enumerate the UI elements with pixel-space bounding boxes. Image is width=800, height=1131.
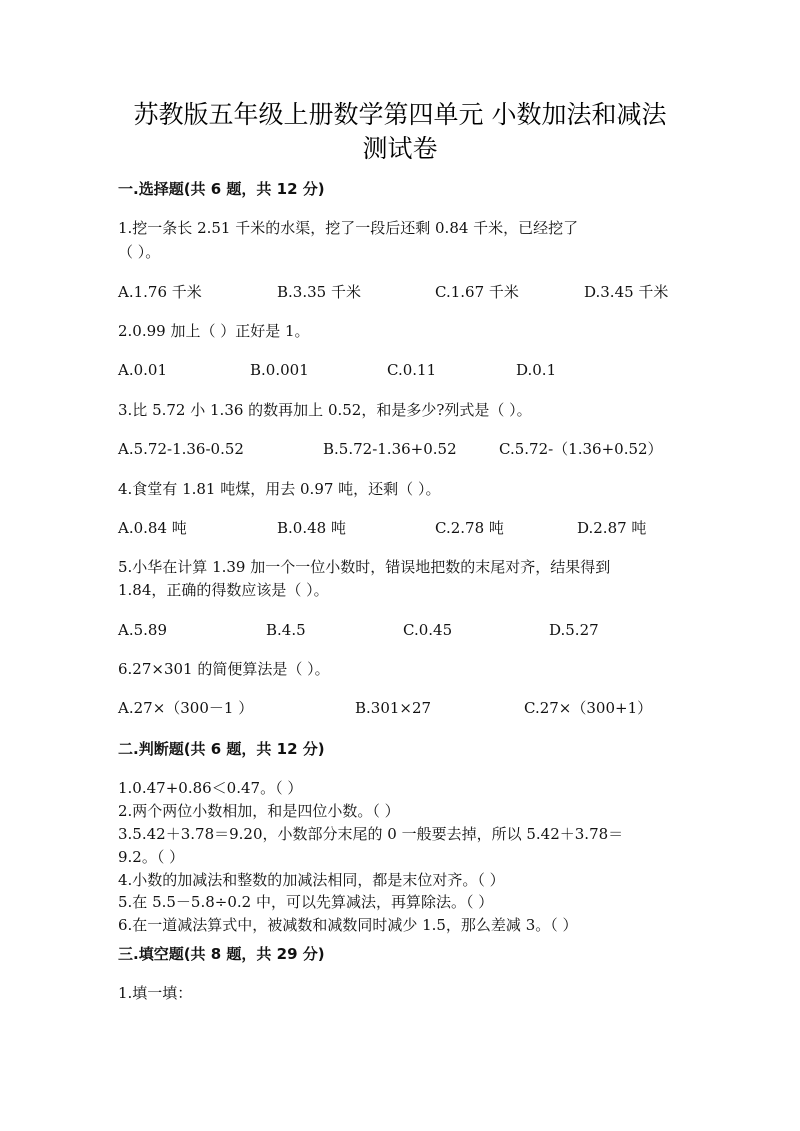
question-5-text-line-2: 1.84，正确的得数应该是（ ）。 <box>118 581 329 599</box>
question-5-option-b: B.4.5 <box>266 621 306 639</box>
question-6-option-b: B.301×27 <box>355 699 432 717</box>
question-1-text-line-1: 1.挖一条长 2.51 千米的水渠，挖了一段后还剩 0.84 千米，已经挖了 <box>118 219 579 237</box>
section-heading-choice: 一.选择题(共 6 题，共 12 分) <box>118 180 325 198</box>
judgment-item-3-line-2: 9.2。（ ） <box>118 848 185 866</box>
question-6-option-a: A.27×（300－1 ） <box>118 699 254 717</box>
question-2-option-d: D.0.1 <box>516 361 557 379</box>
question-3-text: 3.比 5.72 小 1.36 的数再加上 0.52，和是多少?列式是（ ）。 <box>118 401 532 419</box>
section-heading-judgment: 二.判断题(共 6 题，共 12 分) <box>118 740 325 758</box>
question-6-option-c: C.27×（300+1） <box>524 699 653 717</box>
judgment-item-5: 5.在 5.5－5.8÷0.2 中，可以先算减法，再算除法。（ ） <box>118 893 494 911</box>
question-4-option-b: B.0.48 吨 <box>277 519 346 537</box>
question-2-option-a: A.0.01 <box>118 361 167 379</box>
judgment-item-6: 6.在一道减法算式中，被减数和减数同时减少 1.5，那么差减 3。（ ） <box>118 916 578 934</box>
question-1-text-line-2: （ ）。 <box>118 243 161 261</box>
question-3-option-b: B.5.72-1.36+0.52 <box>323 440 457 458</box>
question-5-option-c: C.0.45 <box>403 621 453 639</box>
question-1-option-b: B.3.35 千米 <box>277 283 361 301</box>
question-2-text: 2.0.99 加上（ ）正好是 1。 <box>118 322 310 340</box>
question-2-option-c: C.0.11 <box>387 361 437 379</box>
question-4-text: 4.食堂有 1.81 吨煤，用去 0.97 吨，还剩（ ）。 <box>118 480 441 498</box>
exam-title-line-2: 测试卷 <box>362 134 438 163</box>
judgment-item-4: 4.小数的加减法和整数的加减法相同，都是末位对齐。（ ） <box>118 871 505 889</box>
judgment-item-1: 1.0.47+0.86＜0.47。（ ） <box>118 779 303 797</box>
question-4-option-d: D.2.87 吨 <box>577 519 647 537</box>
exam-title-line-1: 苏教版五年级上册数学第四单元 小数加法和减法 <box>133 100 667 129</box>
question-3-option-a: A.5.72-1.36-0.52 <box>118 440 244 458</box>
question-5-option-d: D.5.27 <box>549 621 599 639</box>
question-3-option-c: C.5.72-（1.36+0.52） <box>499 440 663 458</box>
judgment-item-3-line-1: 3.5.42＋3.78＝9.20，小数部分末尾的 0 一般要去掉，所以 5.42＋3.78＝ <box>118 825 624 843</box>
section-heading-fill-blank: 三.填空题(共 8 题，共 29 分) <box>118 945 325 963</box>
fill-blank-item-1: 1.填一填： <box>118 984 193 1002</box>
question-1-option-c: C.1.67 千米 <box>435 283 519 301</box>
question-6-text: 6.27×301 的简便算法是（ ）。 <box>118 660 330 678</box>
judgment-item-2: 2.两个两位小数相加，和是四位小数。（ ） <box>118 802 400 820</box>
question-4-option-c: C.2.78 吨 <box>435 519 504 537</box>
question-1-option-d: D.3.45 千米 <box>584 283 669 301</box>
question-1-option-a: A.1.76 千米 <box>118 283 202 301</box>
question-5-text-line-1: 5.小华在计算 1.39 加一个一位小数时，错误地把数的末尾对齐，结果得到 <box>118 558 611 576</box>
question-5-option-a: A.5.89 <box>118 621 167 639</box>
question-2-option-b: B.0.001 <box>250 361 309 379</box>
question-4-option-a: A.0.84 吨 <box>118 519 187 537</box>
